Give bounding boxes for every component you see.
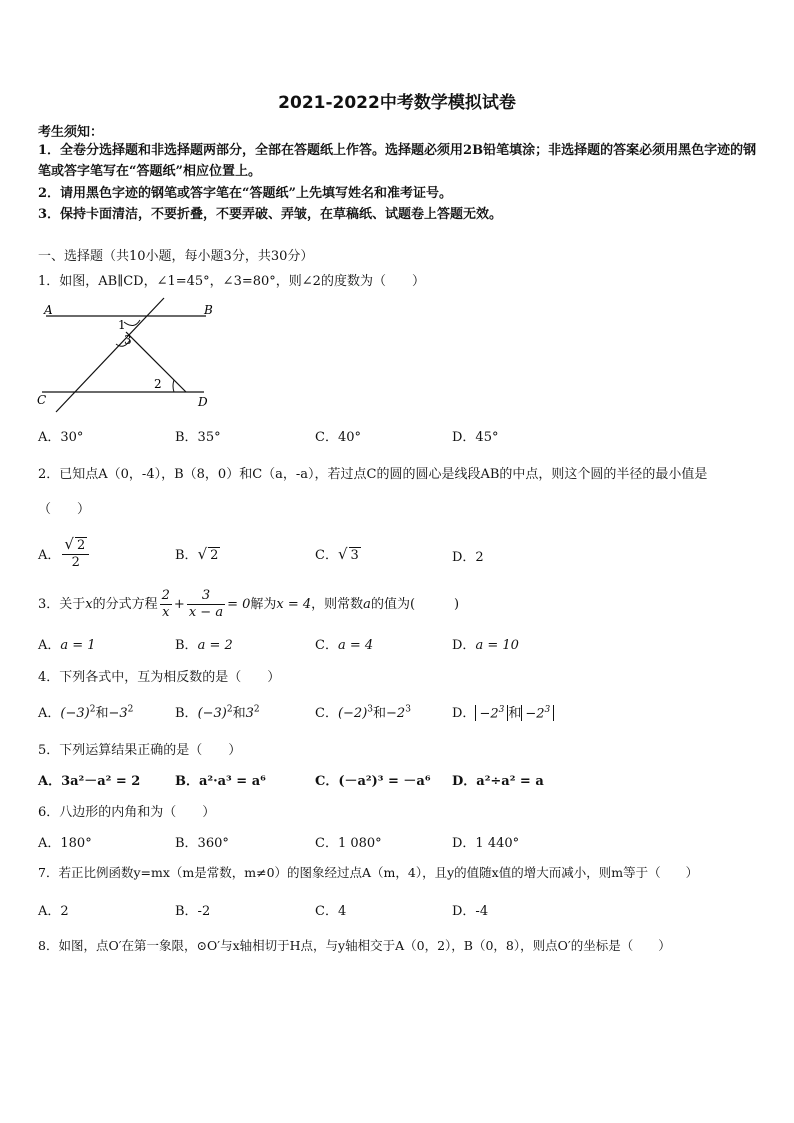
- notice-item-3: 3．保持卡面清洁，不要折叠，不要弄破、弄皱，在草稿纸、试题卷上答题无效。: [38, 207, 503, 222]
- q2-option-c[interactable]: C．√ 3: [315, 545, 359, 563]
- q2-a-radicand: 2: [76, 538, 86, 553]
- label-b: B: [204, 303, 213, 317]
- angle-1-arc: [124, 320, 140, 326]
- q7-option-d[interactable]: D．-4: [452, 904, 489, 919]
- label-angle-1: 1: [118, 318, 126, 332]
- q2-option-a[interactable]: A． $\frac{√ 2}{2}$: [38, 536, 91, 571]
- q5-options: [38, 770, 758, 792]
- q4-option-d[interactable]: D． $-2^3$ 和 $-2^3$: [452, 702, 554, 721]
- q3-option-b[interactable]: B．a = 2: [175, 638, 233, 653]
- q1-option-a[interactable]: A．30°: [38, 430, 84, 445]
- q4-stem: 4．下列各式中，互为相反数的是（ ）: [38, 670, 281, 685]
- q5-stem: 5．下列运算结果正确的是（ ）: [38, 743, 242, 758]
- q5-option-a[interactable]: A．3a²－a² = 2: [38, 774, 141, 789]
- q3-option-d[interactable]: D．a = 10: [452, 638, 519, 653]
- page-title: 2021-2022中考数学模拟试卷: [278, 93, 516, 113]
- q2-a-denominator: 2: [71, 555, 80, 570]
- angle-2-arc: [173, 380, 174, 392]
- q1-figure: [34, 296, 224, 414]
- q2-stem: 2．已知点A（0，-4），B（8，0）和C（a，-a），若过点C的圆的圆心是线段AB的中点，则这个圆的半径的最小值是: [38, 467, 708, 482]
- q7-stem: 7．若正比例函数y=mx（m是常数，m≠0）的图象经过点A（m，4），且y的值随x值的增大而减小，则m等于（ ）: [38, 865, 699, 880]
- q3-options: [38, 634, 758, 656]
- q6-option-d[interactable]: D．1 440°: [452, 836, 520, 851]
- q5-option-b[interactable]: B．a²·a³ = a⁶: [175, 774, 266, 789]
- q7-option-c[interactable]: C．4: [315, 904, 347, 919]
- q1-stem: 1．如图，AB∥CD，∠1=45°，∠3=80°，则∠2的度数为（ ）: [38, 274, 425, 289]
- q2-options: [38, 536, 758, 576]
- q4-option-b[interactable]: B．$(-3)^2$和$3^2$: [175, 704, 260, 721]
- notice-item-1: 1．全卷分选择题和非选择题两部分，全部在答题纸上作答。选择题必须用2B铅笔填涂；非选择题的答案必须用黑色字迹的钢笔或答字笔写在“答题纸”相应位置上。: [38, 143, 757, 179]
- label-angle-2: 2: [154, 377, 162, 391]
- notice-heading: 考生须知：: [38, 125, 104, 140]
- section-heading: 一、选择题（共10小题，每小题3分，共30分）: [38, 249, 314, 264]
- q6-options: [38, 832, 758, 854]
- q1-option-c[interactable]: C．40°: [315, 430, 361, 445]
- q8-stem: 8．如图，点O′在第一象限，⊙O′与x轴相切于H点，与y轴相交于A（0，2），B（0，8），则点O′的坐标是（ ）: [38, 938, 671, 953]
- q6-stem: 6．八边形的内角和为（ ）: [38, 805, 216, 820]
- q4-option-c[interactable]: C．$(-2)^3$和$-2^3$: [315, 704, 411, 721]
- q2-paren: （ ）: [38, 502, 91, 517]
- notice-item-2: 2．请用黑色字迹的钢笔或答字笔在“答题纸”上先填写姓名和准考证号。: [38, 186, 453, 201]
- q7-option-a[interactable]: A．2: [38, 904, 69, 919]
- q3-option-c[interactable]: C．a = 4: [315, 638, 374, 653]
- label-a: A: [44, 303, 53, 317]
- q2-option-b[interactable]: B．√ 2: [175, 545, 219, 563]
- q5-option-c[interactable]: C．(－a²)³ = －a⁶: [315, 774, 431, 789]
- label-d: D: [198, 395, 208, 409]
- q1-option-d[interactable]: D．45°: [452, 430, 499, 445]
- q2-option-d[interactable]: D．2: [452, 550, 484, 565]
- q4-options: [38, 702, 758, 724]
- q6-option-a[interactable]: A．180°: [38, 836, 92, 851]
- q5-option-d[interactable]: D．a²÷a² = a: [452, 774, 544, 789]
- q4-option-a[interactable]: A．$(-3)^2$和$-3^2$: [38, 704, 134, 721]
- label-c: C: [37, 393, 47, 407]
- q3-stem: 3．关于x的分式方程 $\frac{2}{x}$ + $\frac{3}{x - a}$ = 0解为x = 4，则常数a的值为( ): [38, 588, 460, 620]
- q3-option-a[interactable]: A．a = 1: [38, 638, 96, 653]
- q1-options: [38, 426, 758, 448]
- q6-option-c[interactable]: C．1 080°: [315, 836, 382, 851]
- transversal-1: [56, 298, 164, 412]
- q1-option-b[interactable]: B．35°: [175, 430, 221, 445]
- q7-options: [38, 900, 758, 922]
- label-angle-3: 3: [124, 333, 132, 347]
- q6-option-b[interactable]: B．360°: [175, 836, 229, 851]
- q7-option-b[interactable]: B．-2: [175, 904, 211, 919]
